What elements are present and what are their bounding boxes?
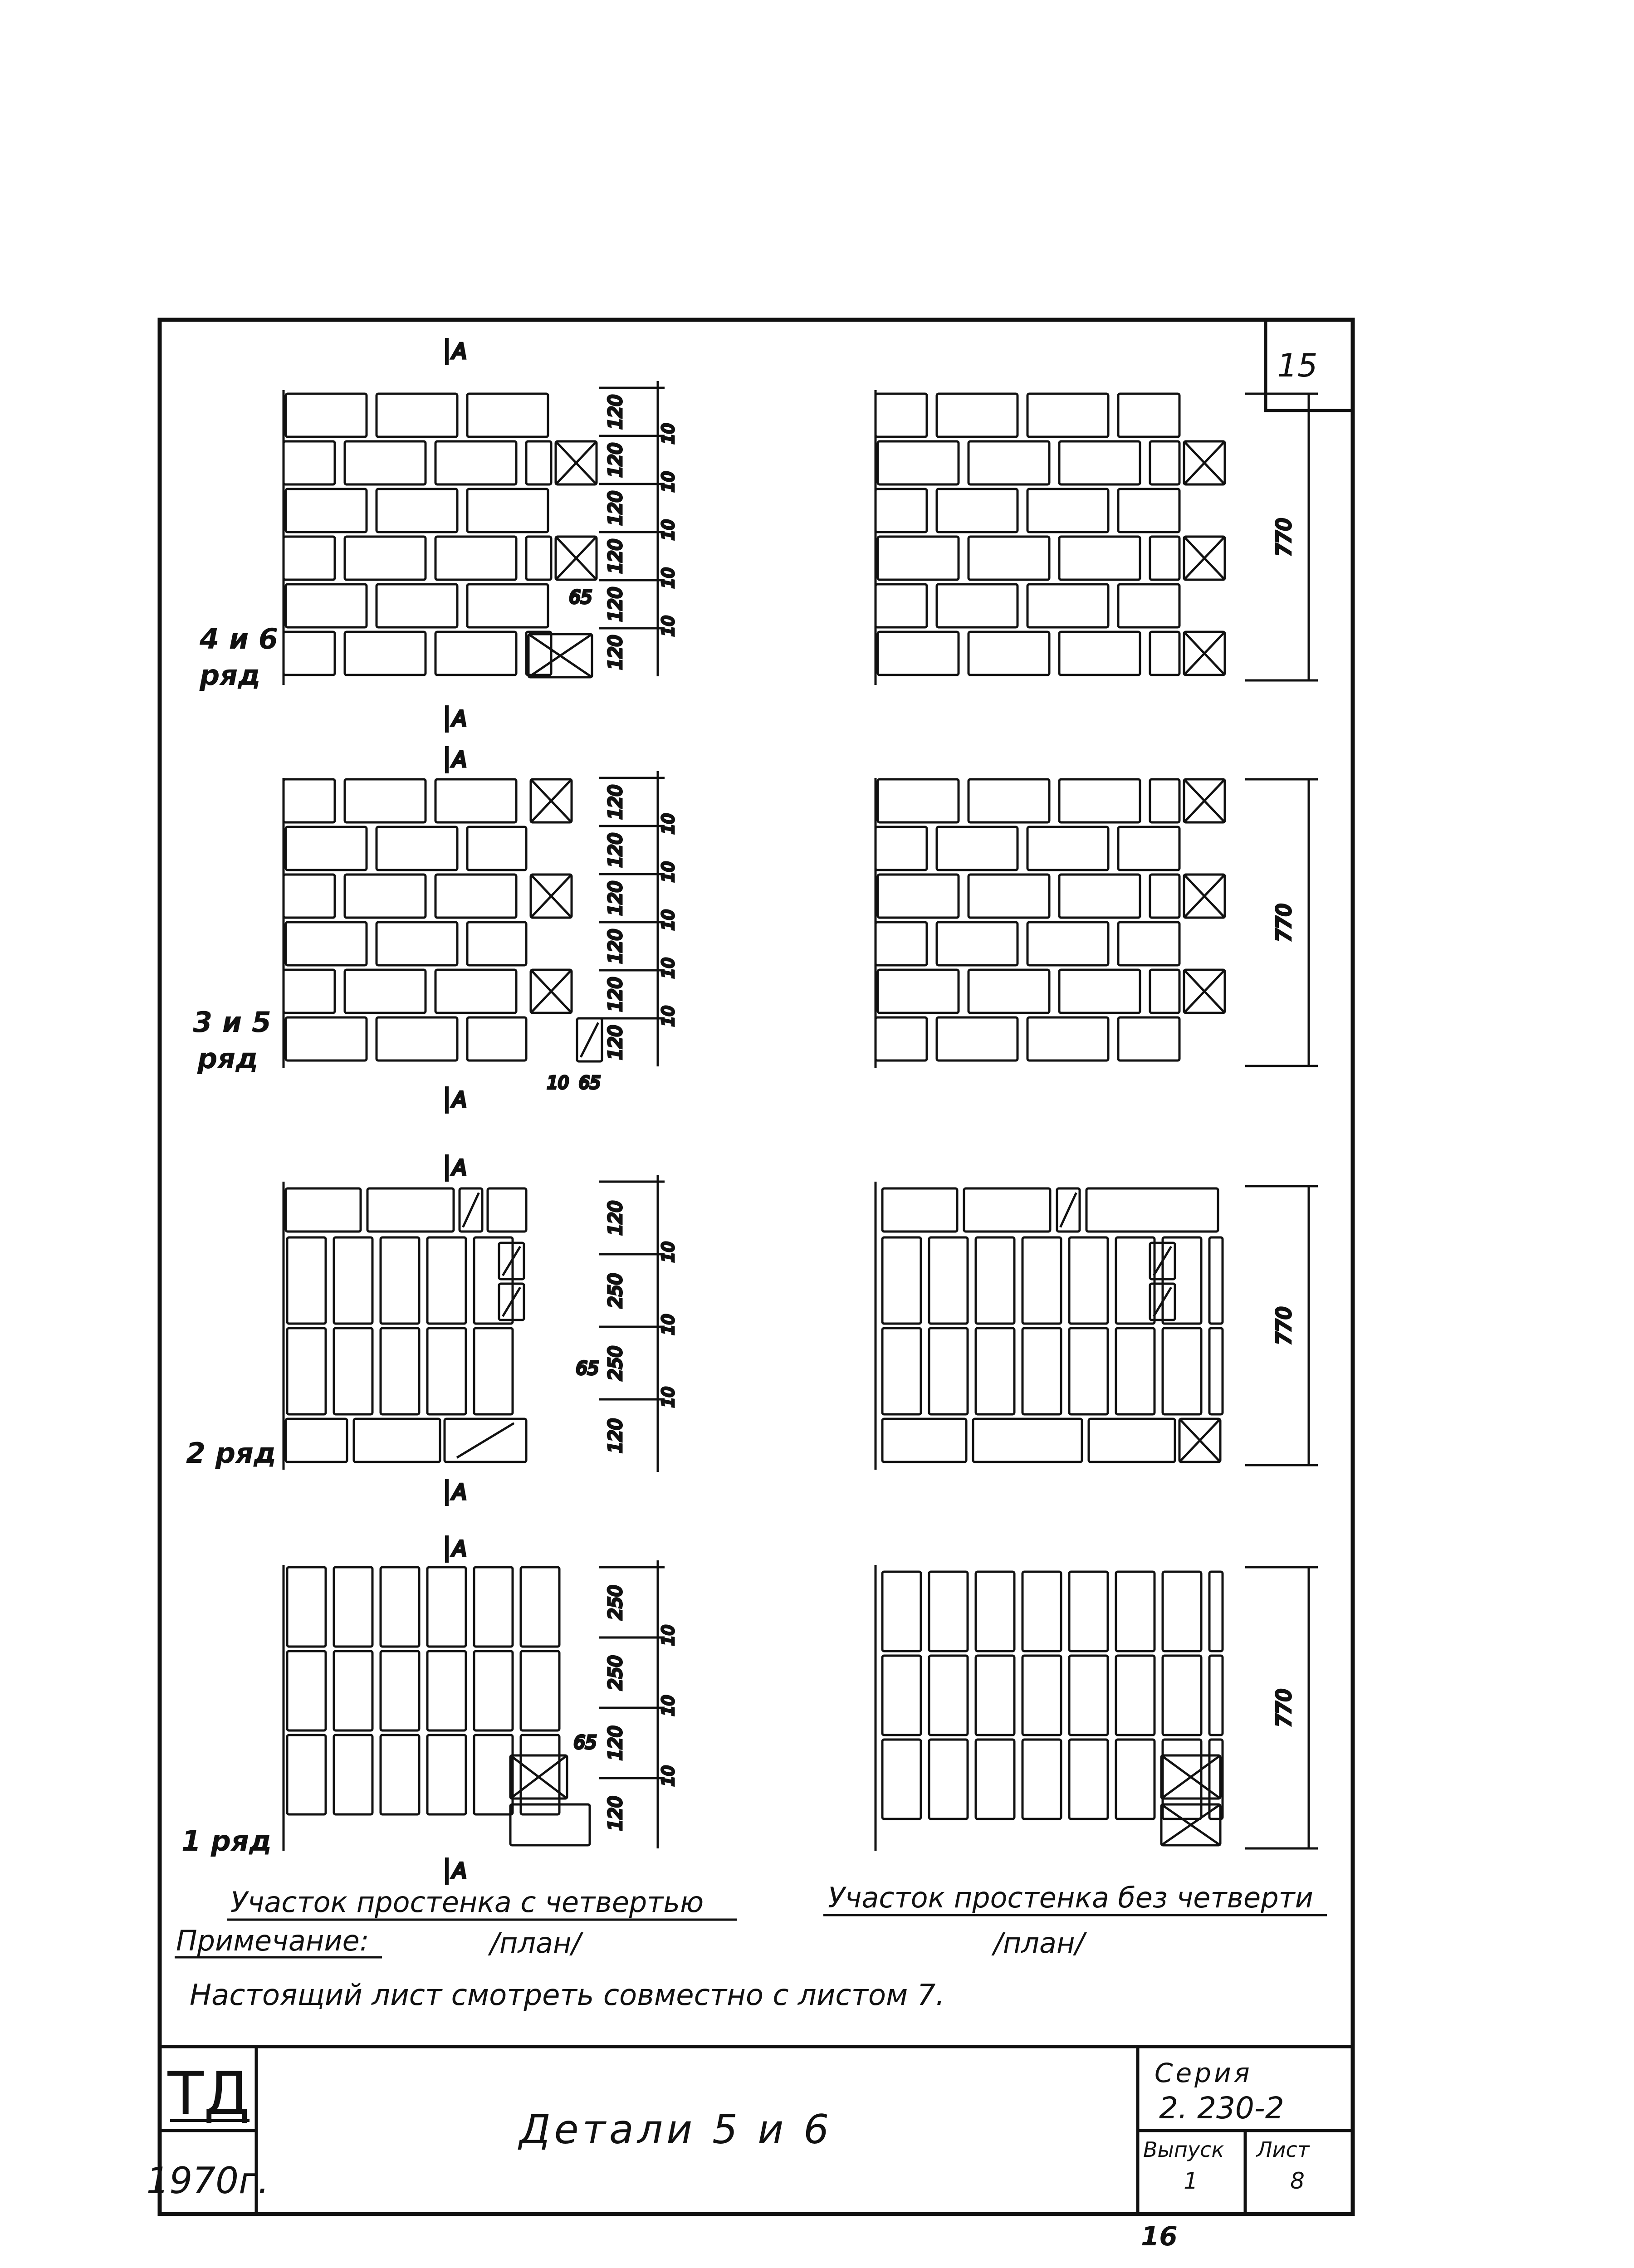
brick: [1022, 1572, 1061, 1651]
dimension-label: 65: [569, 587, 592, 608]
brick: [1116, 1572, 1155, 1651]
brick: [287, 1567, 326, 1647]
brick: [882, 1740, 921, 1819]
brick: [937, 489, 1018, 532]
brick: [876, 489, 927, 532]
brick: [929, 1656, 968, 1735]
brick: [377, 922, 457, 965]
row-label-4-6-b: ряд: [200, 659, 261, 692]
brick: [1209, 1572, 1223, 1651]
brick: [1027, 827, 1108, 870]
brick: [976, 1237, 1014, 1324]
dimension-label: 10: [659, 471, 678, 492]
brick: [976, 1572, 1014, 1651]
brick: [427, 1328, 466, 1414]
brick: [467, 827, 526, 870]
brick: [381, 1735, 419, 1814]
brick: [474, 1567, 513, 1647]
brick: [526, 537, 551, 580]
brick: [1069, 1740, 1108, 1819]
brick: [1022, 1237, 1061, 1324]
brick: [1116, 1740, 1155, 1819]
brick: [427, 1237, 466, 1324]
brick: [1022, 1328, 1061, 1414]
sheet-value: 8: [1290, 2168, 1305, 2194]
brick: [878, 875, 959, 918]
brick: [929, 1237, 968, 1324]
section-mark-label: A: [452, 747, 467, 772]
brick: [1209, 1656, 1223, 1735]
brick: [1086, 1188, 1218, 1232]
brick: [334, 1237, 372, 1324]
org-mark: ТД: [167, 2059, 250, 2128]
brick: [467, 394, 548, 437]
dimension-label: 120: [605, 832, 626, 868]
brick: [929, 1740, 968, 1819]
brick: [882, 1328, 921, 1414]
brick-hatch: [463, 1193, 479, 1227]
brick: [1059, 537, 1140, 580]
brick: [929, 1572, 968, 1651]
sheet-number: 15: [1277, 347, 1318, 384]
brick: [929, 1328, 968, 1414]
brick: [377, 584, 457, 627]
brick: [488, 1188, 526, 1232]
brick: [878, 632, 959, 675]
brick: [1069, 1328, 1108, 1414]
brick: [1163, 1572, 1201, 1651]
brick: [1059, 632, 1140, 675]
dimension-label: 250: [605, 1655, 626, 1690]
dimension-label: 120: [605, 929, 626, 964]
brick: [1150, 970, 1179, 1013]
brick: [1150, 875, 1179, 918]
brick: [345, 537, 426, 580]
dimension-label: 250: [605, 1345, 626, 1381]
right-caption: Участок простенка без четверти: [828, 1881, 1313, 1914]
row-label-3-5: 3 и 5: [193, 1006, 271, 1039]
brick: [287, 1328, 326, 1414]
brick: [878, 779, 959, 822]
row-label-1: 1 ряд: [181, 1824, 272, 1857]
overall-dimension-label: 770: [1272, 518, 1296, 556]
dimension-label: 10: [659, 861, 678, 882]
dimension-label: 10: [659, 1695, 678, 1716]
dimension-label: 10: [659, 1625, 678, 1646]
brick: [1027, 1017, 1108, 1061]
brick: [882, 1656, 921, 1735]
overall-dimension-label: 770: [1272, 1306, 1296, 1345]
brick: [427, 1735, 466, 1814]
brick: [435, 537, 516, 580]
brick: [1059, 970, 1140, 1013]
right-plan: /план/: [993, 1926, 1085, 1960]
brick: [1118, 1017, 1179, 1061]
brick: [882, 1237, 921, 1324]
brick: [878, 441, 959, 484]
dimension-label: 10: [659, 423, 678, 444]
brick: [435, 441, 516, 484]
brick: [354, 1419, 440, 1462]
brick: [521, 1651, 559, 1730]
brick: [878, 537, 959, 580]
brick: [1069, 1656, 1108, 1735]
dimension-label: 120: [605, 977, 626, 1012]
brick: [1069, 1572, 1108, 1651]
brick: [284, 441, 335, 484]
brick: [381, 1237, 419, 1324]
brick: [969, 970, 1049, 1013]
brick: [1022, 1740, 1061, 1819]
brick: [334, 1328, 372, 1414]
brick: [969, 441, 1049, 484]
page-number: 16: [1141, 2221, 1178, 2252]
brick: [286, 1017, 367, 1061]
brick: [876, 827, 927, 870]
brick: [287, 1237, 326, 1324]
dimension-label: 120: [605, 1796, 626, 1831]
dimension-label: 120: [605, 1200, 626, 1236]
brick: [521, 1567, 559, 1647]
brick: [1163, 1328, 1201, 1414]
dimension-label: 120: [605, 1725, 626, 1760]
brick: [286, 1188, 361, 1232]
brick: [467, 922, 526, 965]
dimension-label: 10: [659, 1387, 678, 1408]
dimension-label: 10: [659, 567, 678, 588]
brick: [435, 875, 516, 918]
brick: [1118, 489, 1179, 532]
brick: [964, 1188, 1050, 1232]
dimension-label: 65: [573, 1732, 597, 1753]
brick: [467, 584, 548, 627]
brick: [284, 779, 335, 822]
brick: [287, 1735, 326, 1814]
brick: [367, 1188, 454, 1232]
brick: [474, 1735, 513, 1814]
brick: [526, 441, 551, 484]
brick: [427, 1651, 466, 1730]
brick: [286, 827, 367, 870]
brick: [937, 827, 1018, 870]
series-value: 2. 230-2: [1159, 2091, 1284, 2126]
dimension-label: 120: [605, 538, 626, 574]
dimension-label: 120: [605, 1025, 626, 1060]
brick: [876, 584, 927, 627]
brick: [526, 632, 551, 675]
dimension-label: 120: [605, 635, 626, 670]
brick: [435, 632, 516, 675]
brick: [1118, 584, 1179, 627]
section-mark-label: A: [452, 1480, 467, 1504]
dimension-label: 10: [659, 1765, 678, 1786]
brick: [1027, 922, 1108, 965]
brick: [284, 970, 335, 1013]
brick: [345, 875, 426, 918]
brick: [467, 489, 548, 532]
dimension-label: 10: [659, 519, 678, 540]
brick: [284, 632, 335, 675]
brick: [334, 1735, 372, 1814]
brick: [1150, 632, 1179, 675]
dimension-label: 10: [659, 1314, 678, 1335]
brick: [435, 970, 516, 1013]
brick: [1209, 1328, 1223, 1414]
brick: [1059, 779, 1140, 822]
brick: [937, 584, 1018, 627]
brick: [345, 441, 426, 484]
section-mark-label: A: [452, 1087, 467, 1112]
brick: [1089, 1419, 1175, 1462]
brick: [969, 875, 1049, 918]
brick: [1116, 1656, 1155, 1735]
row-label-3-5-b: ряд: [197, 1042, 259, 1075]
brick: [876, 922, 927, 965]
brick: [286, 394, 367, 437]
issue-label: Выпуск: [1143, 2137, 1224, 2162]
brick: [381, 1328, 419, 1414]
brick: [377, 394, 457, 437]
drawing-title: Детали 5 и 6: [519, 2106, 833, 2153]
brick: [345, 779, 426, 822]
section-mark-label: A: [452, 1536, 467, 1561]
brick: [377, 489, 457, 532]
brick: [976, 1328, 1014, 1414]
sheet-label: Лист: [1257, 2137, 1310, 2162]
dimension-label: 65: [578, 1073, 601, 1093]
brick: [334, 1567, 372, 1647]
brick: [381, 1567, 419, 1647]
brick: [286, 584, 367, 627]
brick: [381, 1651, 419, 1730]
dimension-label: 10: [659, 1242, 678, 1262]
left-caption: Участок простенка с четвертью: [230, 1886, 704, 1919]
left-plan: /план/: [490, 1926, 581, 1960]
dimension-label: 250: [605, 1585, 626, 1620]
brick: [474, 1328, 513, 1414]
brick: [286, 489, 367, 532]
brick: [969, 632, 1049, 675]
brick: [286, 922, 367, 965]
brick: [1150, 441, 1179, 484]
brick: [334, 1651, 372, 1730]
brick: [435, 779, 516, 822]
brick: [377, 1017, 457, 1061]
row-label-4-6: 4 и 6: [200, 622, 278, 655]
brick: [973, 1419, 1082, 1462]
dimension-label: 120: [605, 587, 626, 622]
brick: [1209, 1237, 1223, 1324]
dimension-label: 120: [605, 490, 626, 526]
dimension-label: 120: [605, 442, 626, 478]
brick: [969, 537, 1049, 580]
brick: [1116, 1328, 1155, 1414]
brick: [345, 632, 426, 675]
brick: [976, 1740, 1014, 1819]
brick: [1118, 394, 1179, 437]
dimension-label: 10: [659, 813, 678, 834]
brick: [474, 1651, 513, 1730]
brick: [287, 1651, 326, 1730]
brick: [284, 875, 335, 918]
brick: [882, 1419, 966, 1462]
overall-dimension-label: 770: [1272, 1689, 1296, 1727]
section-mark-label: A: [452, 1155, 467, 1180]
brick: [427, 1567, 466, 1647]
brick: [284, 537, 335, 580]
brick-hatch: [581, 1023, 598, 1057]
brick: [969, 779, 1049, 822]
dimension-label: 10: [659, 1006, 678, 1026]
brick: [467, 1017, 526, 1061]
series-label: Серия: [1155, 2058, 1252, 2088]
brick: [882, 1572, 921, 1651]
brick: [377, 827, 457, 870]
brick: [1059, 441, 1140, 484]
dimension-label: 10: [547, 1073, 569, 1093]
row-label-2: 2 ряд: [186, 1437, 276, 1470]
brick-hatch: [1061, 1193, 1076, 1227]
section-mark-label: A: [452, 339, 467, 363]
brick: [345, 970, 426, 1013]
brick: [1116, 1237, 1155, 1324]
brick: [937, 394, 1018, 437]
brick: [1027, 394, 1108, 437]
brick: [937, 1017, 1018, 1061]
brick: [1069, 1237, 1108, 1324]
brick: [1022, 1656, 1061, 1735]
dimension-label: 10: [659, 958, 678, 978]
brick: [1027, 584, 1108, 627]
section-mark-label: A: [452, 706, 467, 731]
brick: [510, 1804, 590, 1845]
brick: [1059, 875, 1140, 918]
brick: [1150, 779, 1179, 822]
brick: [878, 970, 959, 1013]
brick: [1163, 1656, 1201, 1735]
brick: [1027, 489, 1108, 532]
note-label: Примечание:: [176, 1924, 369, 1957]
brick: [1150, 537, 1179, 580]
brick: [876, 1017, 927, 1061]
brick: [876, 394, 927, 437]
brick: [882, 1188, 957, 1232]
brick-hatch: [457, 1423, 514, 1458]
dimension-label: 10: [659, 909, 678, 930]
issue-value: 1: [1184, 2168, 1198, 2194]
brick: [1118, 922, 1179, 965]
brick: [1118, 827, 1179, 870]
overall-dimension-label: 770: [1272, 904, 1296, 942]
section-mark-label: A: [452, 1858, 467, 1883]
dimension-label: 120: [605, 394, 626, 430]
year: 1970г.: [146, 2160, 269, 2202]
brick: [976, 1656, 1014, 1735]
brick: [286, 1419, 347, 1462]
brick: [937, 922, 1018, 965]
dimension-label: 65: [576, 1358, 599, 1379]
note-text: Настоящий лист смотреть совместно с листом 7.: [190, 1979, 945, 2012]
dimension-label: 120: [605, 880, 626, 916]
dimension-label: 250: [605, 1273, 626, 1308]
dimension-label: 120: [605, 1418, 626, 1453]
dimension-label: 10: [659, 616, 678, 636]
dimension-label: 120: [605, 784, 626, 820]
